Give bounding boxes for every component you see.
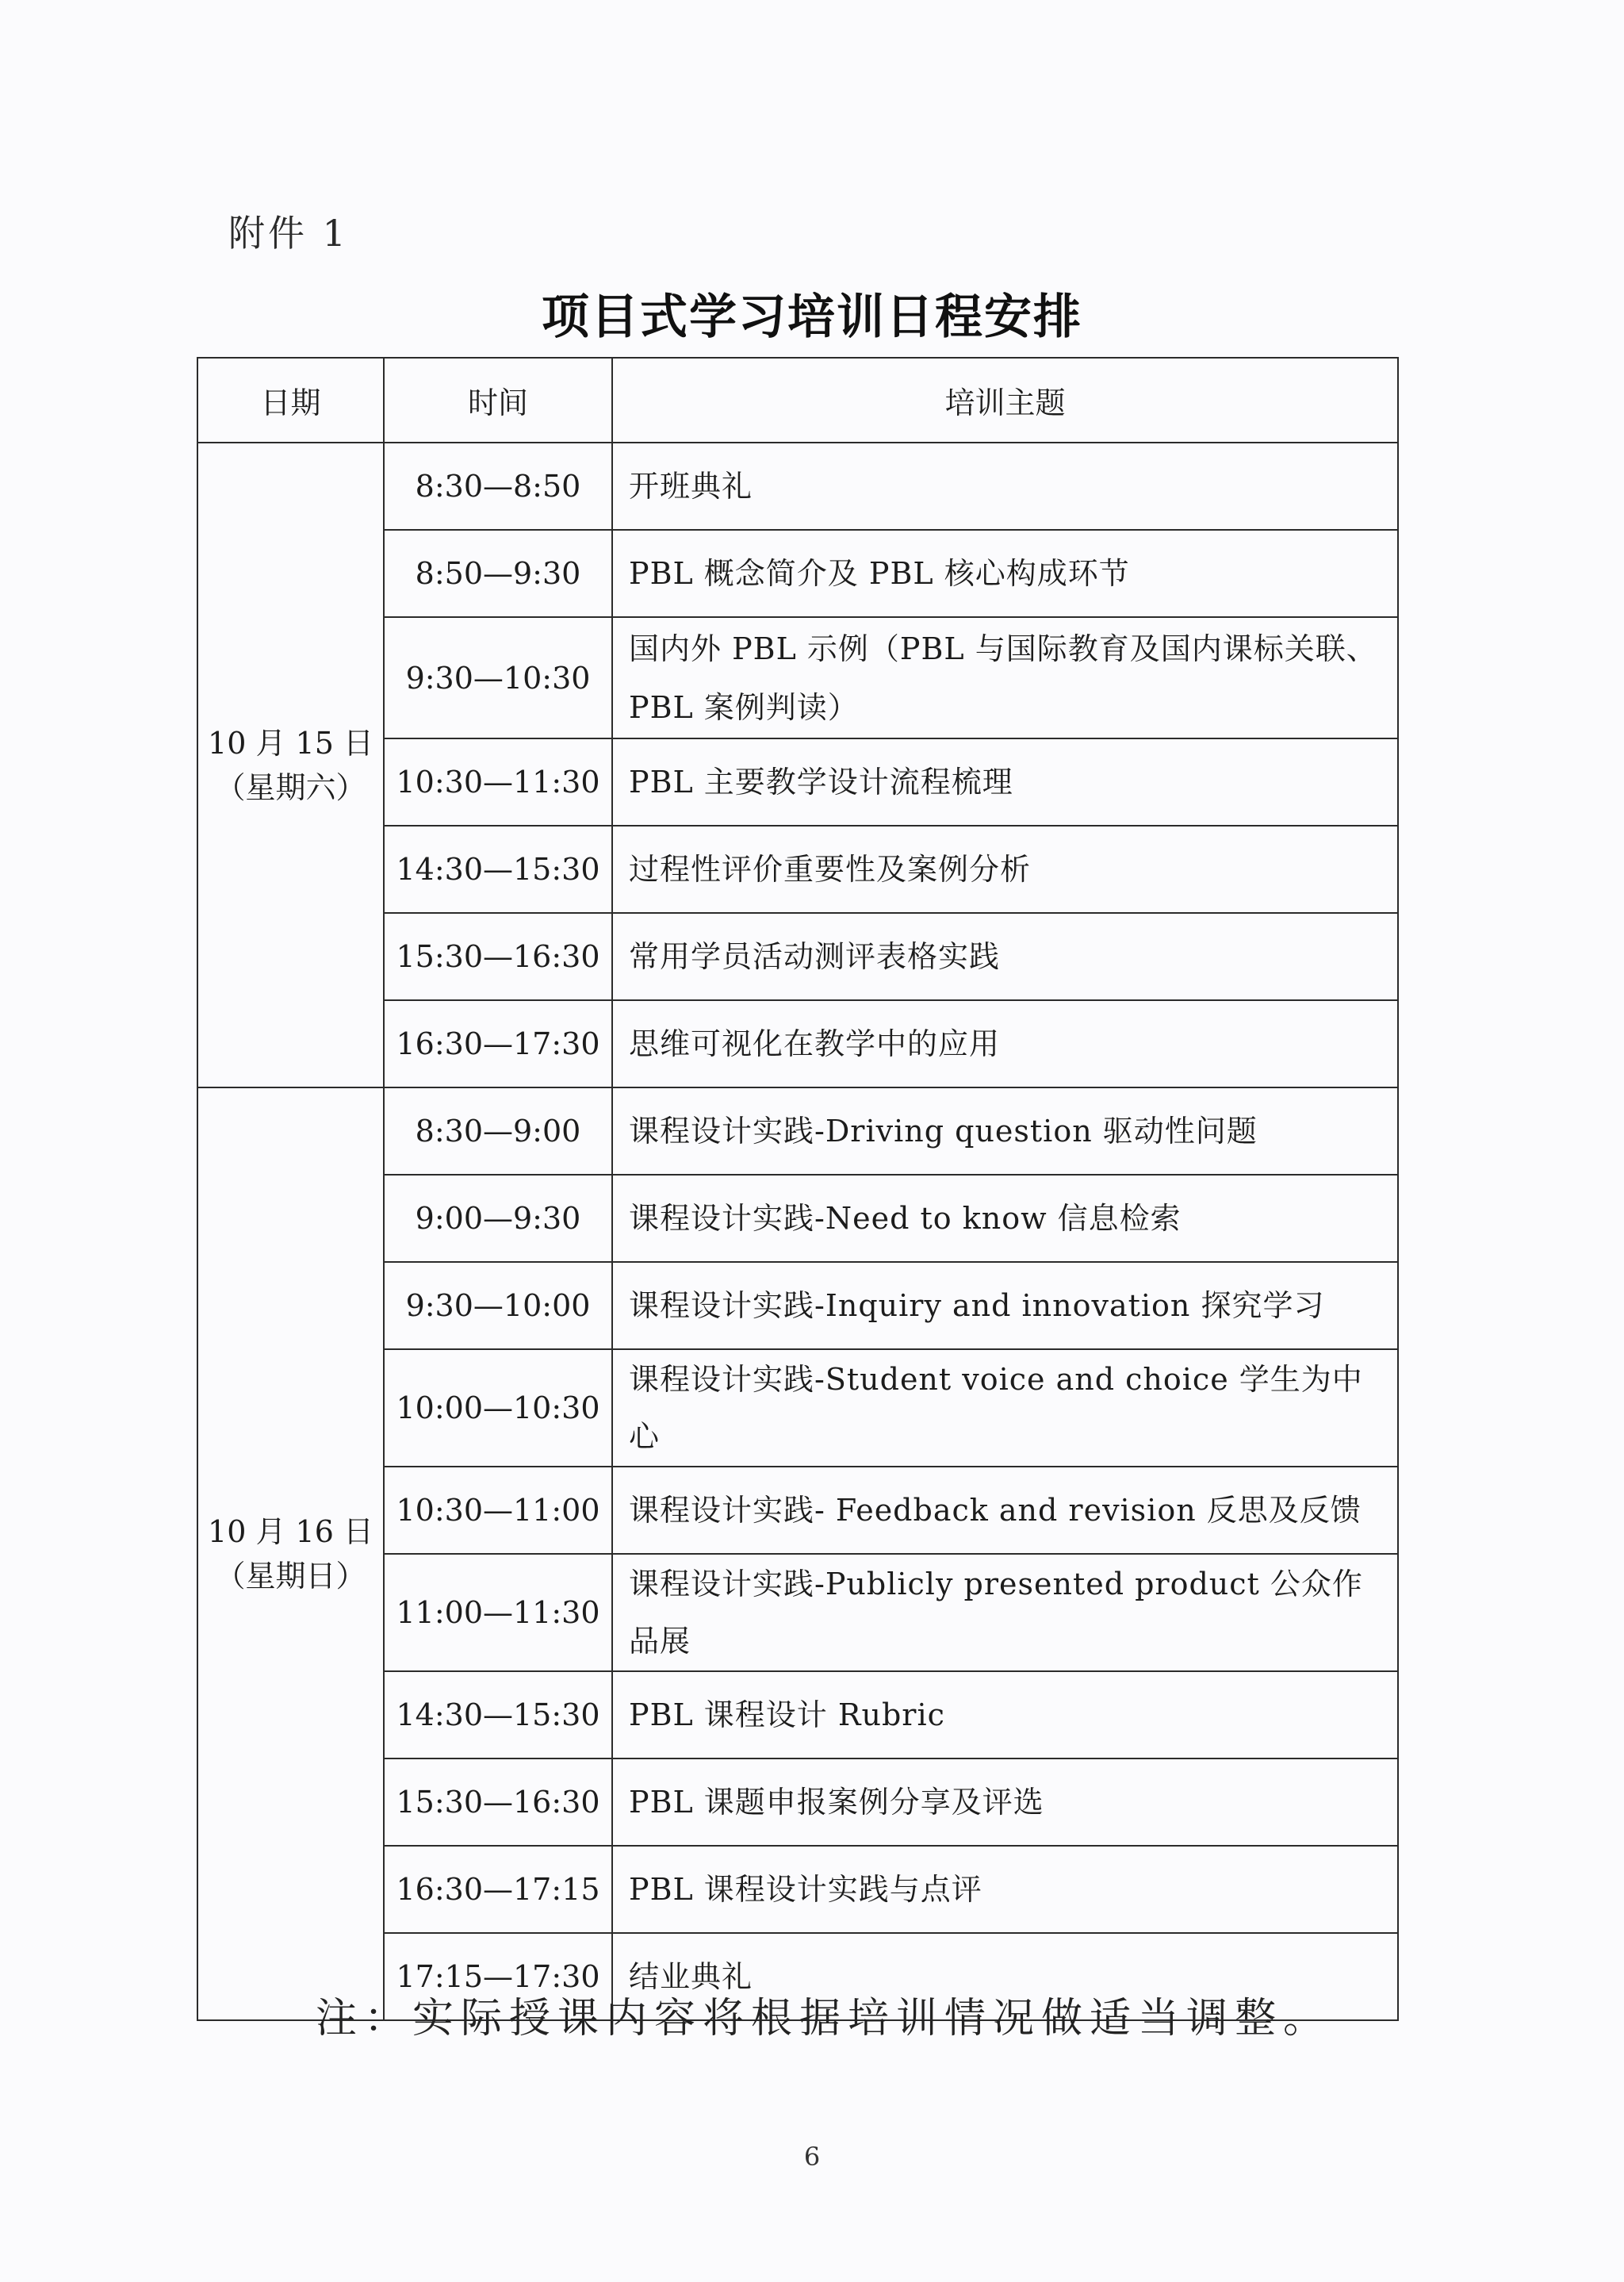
table-row xyxy=(197,1087,1398,1175)
time-cell: 17:15—17:30 xyxy=(384,1933,612,2020)
header-time: 时间 xyxy=(384,358,612,443)
date-text: 10 月 16 日 xyxy=(208,1514,373,1549)
weekday-text: （星期日） xyxy=(215,1559,366,1594)
topic-cell: PBL 课题申报案例分享及评选 xyxy=(612,1758,1398,1846)
time-cell: 10:30—11:00 xyxy=(384,1467,612,1554)
topic-cell: 课程设计实践-Inquiry and innovation 探究学习 xyxy=(612,1262,1398,1349)
adjustment-note: 注：实际授课内容将根据培训情况做适当调整。 xyxy=(316,1995,1332,2042)
topic-cell: 国内外 PBL 示例（PBL 与国际教育及国内课标关联、PBL 案例判读） xyxy=(612,617,1398,738)
date-cell-day1 xyxy=(197,443,384,1087)
date-cell-day2 xyxy=(197,1087,384,2020)
topic-cell: 课程设计实践-Publicly presented product 公众作品展 xyxy=(612,1554,1398,1671)
schedule-table xyxy=(197,357,1399,2021)
attachment-label: 附件 1 xyxy=(228,212,349,255)
topic-cell: PBL 课程设计 Rubric xyxy=(612,1671,1398,1758)
time-cell: 14:30—15:30 xyxy=(384,1671,612,1758)
time-cell: 11:00—11:30 xyxy=(384,1554,612,1671)
date-text: 10 月 15 日 xyxy=(208,725,373,761)
time-cell: 15:30—16:30 xyxy=(384,1758,612,1846)
time-cell: 9:00—9:30 xyxy=(384,1175,612,1262)
topic-cell: 思维可视化在教学中的应用 xyxy=(612,1000,1398,1087)
table-header-row xyxy=(197,358,1398,443)
topic-cell: 常用学员活动测评表格实践 xyxy=(612,913,1398,1000)
time-cell: 16:30—17:15 xyxy=(384,1846,612,1933)
topic-cell: 课程设计实践-Student voice and choice 学生为中心 xyxy=(612,1349,1398,1467)
topic-cell: 开班典礼 xyxy=(612,443,1398,530)
topic-cell: 课程设计实践-Driving question 驱动性问题 xyxy=(612,1087,1398,1175)
time-cell: 16:30—17:30 xyxy=(384,1000,612,1087)
topic-cell: 结业典礼 xyxy=(612,1933,1398,2020)
topic-cell: 课程设计实践-Need to know 信息检索 xyxy=(612,1175,1398,1262)
page-number: 6 xyxy=(803,2142,821,2172)
topic-cell: PBL 主要教学设计流程梳理 xyxy=(612,738,1398,826)
time-cell: 9:30—10:00 xyxy=(384,1262,612,1349)
table-row xyxy=(197,443,1398,530)
topic-cell: 课程设计实践- Feedback and revision 反思及反馈 xyxy=(612,1467,1398,1554)
time-cell: 10:30—11:30 xyxy=(384,738,612,826)
weekday-text: （星期六） xyxy=(215,769,366,805)
header-topic: 培训主题 xyxy=(612,358,1398,443)
time-cell: 10:00—10:30 xyxy=(384,1349,612,1467)
topic-cell: PBL 课程设计实践与点评 xyxy=(612,1846,1398,1933)
time-cell: 9:30—10:30 xyxy=(384,617,612,738)
document-title: 项目式学习培训日程安排 xyxy=(542,290,1082,345)
topic-cell: PBL 概念简介及 PBL 核心构成环节 xyxy=(612,530,1398,617)
topic-cell: 过程性评价重要性及案例分析 xyxy=(612,826,1398,913)
time-cell: 8:30—9:00 xyxy=(384,1087,612,1175)
time-cell: 8:50—9:30 xyxy=(384,530,612,617)
time-cell: 15:30—16:30 xyxy=(384,913,612,1000)
time-cell: 8:30—8:50 xyxy=(384,443,612,530)
header-date: 日期 xyxy=(197,358,384,443)
time-cell: 14:30—15:30 xyxy=(384,826,612,913)
